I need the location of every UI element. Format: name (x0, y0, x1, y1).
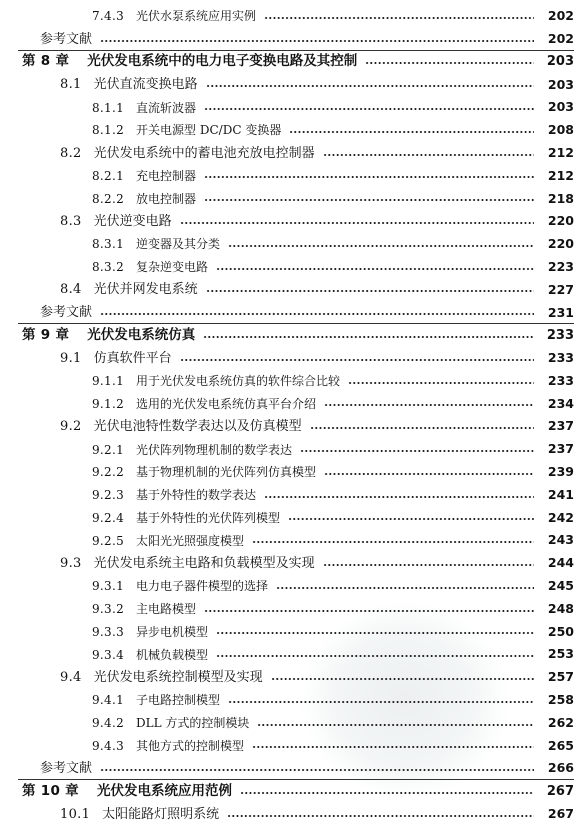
toc-references-entry (0, 28, 582, 51)
toc-section-entry (0, 712, 582, 735)
entry-title: 基于物理机制的光伏阵列仿真模型 (136, 465, 317, 480)
dot-leader (323, 564, 534, 566)
entry-title: 充电控制器 (136, 168, 197, 183)
entry-title: 太阳光光照强度模型 (136, 533, 245, 548)
page-number: 245 (547, 578, 574, 594)
entry-title: 光伏发电系统应用范例 (97, 782, 232, 799)
page-number: 248 (547, 600, 574, 616)
toc-section-entry (0, 279, 582, 302)
dot-leader (216, 632, 534, 634)
entry-title: DLL 方式的控制模块 (136, 716, 250, 731)
entry-title: 基于外特性的光伏阵列模型 (136, 510, 281, 525)
dot-leader (276, 587, 534, 589)
dot-leader (204, 199, 534, 201)
toc-section-entry (0, 689, 582, 712)
entry-title: 光伏并网发电系统 (93, 282, 198, 298)
toc-section-entry (0, 575, 582, 598)
entry-number: 9.4 (60, 670, 82, 685)
table-of-contents (0, 5, 582, 826)
entry-title: 主电路模型 (136, 602, 197, 617)
toc-section-entry (0, 507, 582, 530)
toc-chapter-entry (0, 51, 582, 74)
entry-title: 光伏直流变换电路 (93, 77, 198, 93)
entry-number: 9.2.3 (92, 488, 125, 503)
page-number: 267 (546, 783, 574, 799)
toc-section-entry (0, 621, 582, 644)
dot-leader (203, 336, 534, 338)
dot-leader (271, 678, 534, 680)
dot-leader (324, 473, 534, 475)
toc-section-entry (0, 393, 582, 416)
entry-number: 9.2.1 (92, 442, 125, 457)
page-number: 257 (547, 669, 574, 685)
entry-title: 光伏发电系统仿真 (87, 326, 196, 343)
toc-section-entry (0, 5, 582, 28)
toc-section-entry (0, 803, 582, 826)
page-number: 250 (547, 623, 574, 639)
entry-title: 参考文献 (40, 305, 93, 321)
dot-leader (288, 518, 534, 520)
page-number: 220 (547, 236, 574, 252)
entry-number: 第 9 章 (22, 326, 70, 343)
toc-section-entry (0, 256, 582, 279)
toc-section-entry (0, 415, 582, 438)
page-number: 202 (547, 8, 574, 24)
toc-section-entry (0, 461, 582, 484)
entry-number: 8.2 (60, 145, 82, 161)
entry-title: 基于外特性的数学表达 (136, 488, 257, 503)
dot-leader (252, 541, 534, 543)
entry-number: 8.2.1 (92, 168, 125, 183)
page-number: 253 (547, 646, 574, 662)
page-number: 267 (547, 806, 574, 822)
page-number: 262 (547, 714, 574, 730)
entry-number: 9.2.2 (92, 465, 125, 480)
dot-leader (228, 701, 534, 703)
dot-leader (204, 108, 534, 110)
entry-number: 9.1.1 (92, 374, 125, 389)
dot-leader (252, 746, 534, 748)
entry-title: 光伏阵列物理机制的数学表达 (136, 442, 293, 457)
dot-leader (206, 85, 534, 87)
dot-leader (310, 427, 534, 429)
page-number: 265 (547, 737, 574, 753)
toc-section-entry (0, 598, 582, 621)
page-number: 202 (547, 30, 574, 46)
entry-title: 开关电源型 DC/DC 变换器 (136, 123, 282, 138)
page-number: 227 (547, 281, 574, 297)
toc-section-entry (0, 370, 582, 393)
dot-leader (300, 450, 534, 452)
entry-number: 9.4.1 (92, 693, 125, 708)
page-number: 203 (547, 99, 574, 115)
dot-leader (100, 40, 534, 42)
entry-number: 第 10 章 (22, 782, 79, 799)
toc-section-entry (0, 735, 582, 758)
entry-number: 9.2.5 (92, 533, 125, 548)
dot-leader (365, 62, 534, 64)
entry-number: 9.3.1 (92, 579, 125, 594)
toc-section-entry (0, 96, 582, 119)
entry-number: 9.3.4 (92, 647, 125, 662)
dot-leader (240, 792, 534, 794)
page-number: 266 (547, 760, 574, 776)
page-number: 242 (547, 509, 574, 525)
toc-chapter-entry (0, 780, 582, 803)
dot-leader (216, 268, 534, 270)
page-number: 237 (547, 441, 574, 457)
entry-number: 8.1.1 (92, 100, 125, 115)
entry-number: 8.3.2 (92, 260, 125, 275)
entry-title: 选用的光伏发电系统仿真平台介绍 (136, 396, 317, 411)
entry-title: 光伏发电系统中的蓄电池充放电控制器 (93, 145, 315, 161)
entry-title: 复杂逆变电路 (136, 260, 209, 275)
page-number: 233 (547, 372, 574, 388)
entry-title: 光伏发电系统主电路和负载模型及实现 (93, 556, 315, 572)
toc-references-entry (0, 757, 582, 780)
dot-leader (323, 154, 534, 156)
entry-title: 光伏电池特性数学表达以及仿真模型 (93, 419, 302, 435)
entry-number: 8.2.2 (92, 191, 125, 206)
entry-number: 7.4.3 (92, 9, 125, 24)
toc-section-entry (0, 347, 582, 370)
entry-number: 9.3.3 (92, 624, 125, 639)
entry-title: 子电路控制模型 (136, 693, 221, 708)
toc-section-entry (0, 438, 582, 461)
entry-title: 其他方式的控制模型 (136, 738, 245, 753)
dot-leader (100, 313, 534, 315)
toc-section-entry (0, 210, 582, 233)
entry-title: 光伏发电系统中的电力电子变换电路及其控制 (87, 53, 358, 70)
toc-chapter-entry (0, 324, 582, 347)
entry-title: 光伏发电系统控制模型及实现 (93, 670, 263, 685)
page-number: 258 (547, 692, 574, 708)
toc-section-entry (0, 666, 582, 689)
toc-section-entry (0, 643, 582, 666)
entry-number: 9.2.4 (92, 510, 125, 525)
page-number: 244 (547, 555, 574, 571)
page-number: 212 (547, 144, 574, 160)
dot-leader (264, 17, 534, 19)
dot-leader (227, 815, 534, 817)
toc-section-entry (0, 484, 582, 507)
entry-number: 8.3 (60, 214, 82, 230)
entry-title: 机械负载模型 (136, 647, 209, 662)
page-number: 203 (547, 76, 574, 92)
page-number: 239 (547, 464, 574, 480)
toc-section-entry (0, 233, 582, 256)
page-number: 212 (547, 167, 574, 183)
page-number: 237 (547, 418, 574, 434)
entry-number: 9.4.2 (92, 716, 125, 731)
entry-title: 逆变器及其分类 (136, 237, 221, 252)
dot-leader (264, 496, 534, 498)
entry-title: 参考文献 (40, 761, 93, 777)
entry-title: 直流斩波器 (136, 100, 197, 115)
page-number: 243 (547, 532, 574, 548)
entry-title: 用于光伏发电系统仿真的软件综合比较 (136, 374, 341, 389)
page-number: 208 (547, 122, 574, 138)
entry-title: 太阳能路灯照明系统 (102, 806, 220, 822)
entry-number: 9.3.2 (92, 602, 125, 617)
page-number: 218 (547, 190, 574, 206)
dot-leader (206, 290, 534, 292)
entry-title: 光伏水泵系统应用实例 (136, 9, 257, 24)
page-number: 241 (547, 486, 574, 502)
entry-number: 8.1.2 (92, 123, 125, 138)
dot-leader (216, 655, 534, 657)
entry-number: 9.1.2 (92, 396, 125, 411)
entry-title: 光伏逆变电路 (93, 214, 172, 230)
dot-leader (228, 245, 534, 247)
dot-leader (257, 724, 534, 726)
dot-leader (180, 359, 534, 361)
entry-title: 参考文献 (40, 31, 93, 47)
page-number: 234 (547, 395, 574, 411)
toc-section-entry (0, 165, 582, 188)
entry-title: 异步电机模型 (136, 624, 209, 639)
dot-leader (204, 176, 534, 178)
entry-number: 第 8 章 (22, 53, 70, 70)
toc-section-entry (0, 529, 582, 552)
page-number: 223 (547, 258, 574, 274)
dot-leader (289, 131, 534, 133)
dot-leader (180, 222, 534, 224)
entry-title: 放电控制器 (136, 191, 197, 206)
entry-number: 8.3.1 (92, 237, 125, 252)
toc-section-entry (0, 119, 582, 142)
entry-title: 仿真软件平台 (93, 350, 172, 366)
toc-section-entry (0, 73, 582, 96)
dot-leader (204, 610, 534, 612)
dot-leader (348, 382, 534, 384)
toc-section-entry (0, 142, 582, 165)
page-number: 203 (546, 54, 574, 70)
dot-leader (324, 404, 534, 406)
page-number: 233 (547, 350, 574, 366)
page-number: 231 (547, 304, 574, 320)
entry-title: 电力电子器件模型的选择 (136, 579, 269, 594)
entry-number: 8.1 (60, 77, 82, 93)
entry-number: 9.4.3 (92, 738, 125, 753)
dot-leader (100, 769, 534, 771)
page-number: 233 (546, 328, 574, 344)
entry-number: 10.1 (60, 806, 91, 822)
entry-number: 9.3 (60, 556, 82, 572)
page-number: 220 (547, 213, 574, 229)
toc-section-entry (0, 187, 582, 210)
entry-number: 8.4 (60, 282, 82, 298)
entry-number: 9.1 (60, 350, 82, 366)
entry-number: 9.2 (60, 419, 82, 435)
toc-references-entry (0, 301, 582, 324)
toc-section-entry (0, 552, 582, 575)
